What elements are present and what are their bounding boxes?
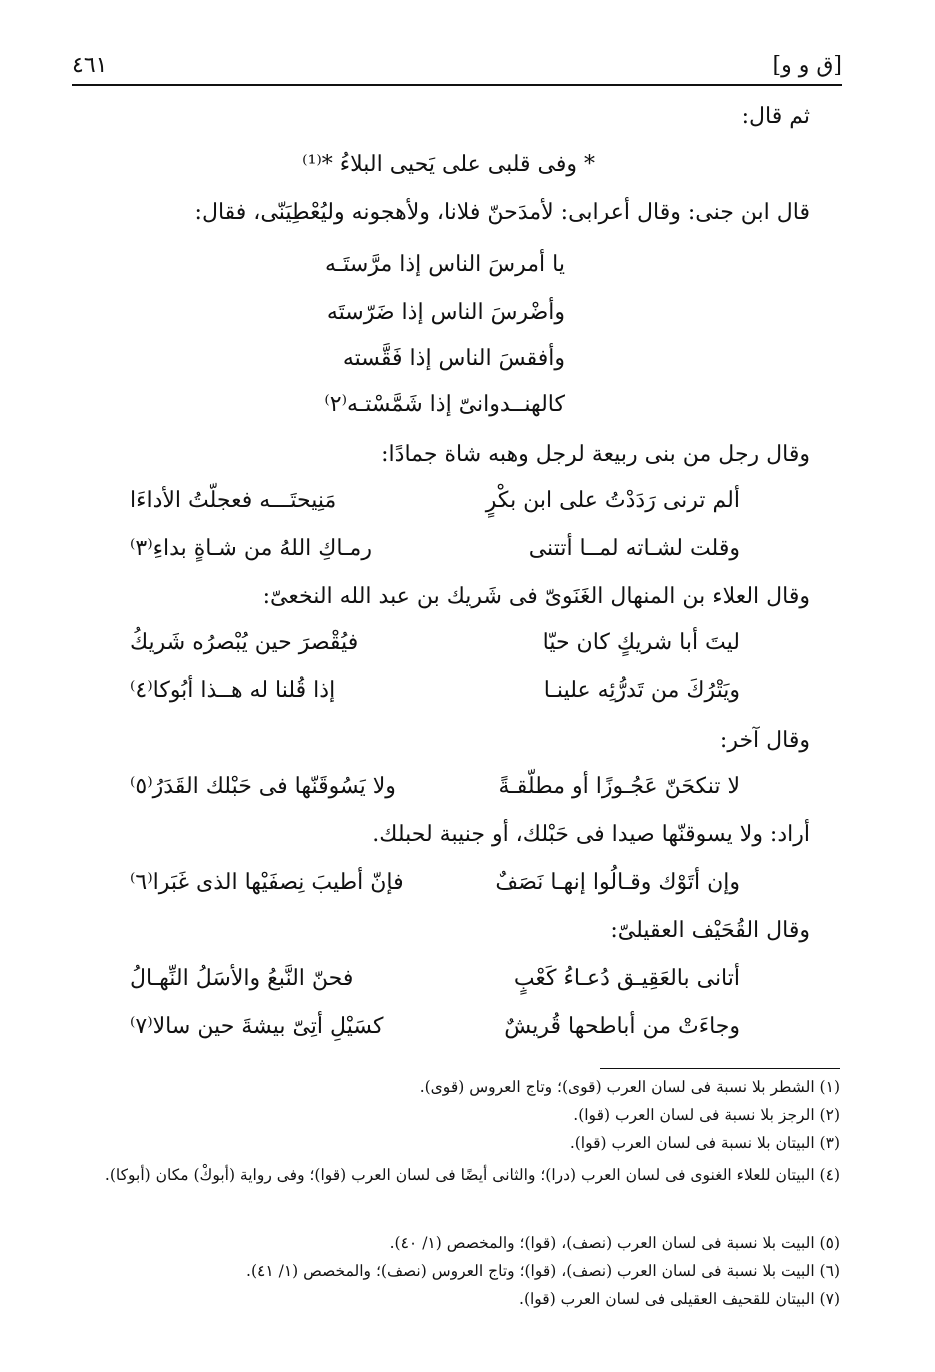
first-hemistich: ألم ترنى رَدَدْتُ على ابن بكْرٍ <box>485 488 740 513</box>
verse-line: * وفى قلبى على يَحيى البلاءُ *⁽¹⁾ <box>302 152 595 177</box>
verse-line: وأفقسَ الناس إذا فَقَّسته <box>342 346 565 371</box>
text-line: وقال آخر: <box>719 728 810 753</box>
footnote: (٥) البيت بلا نسبة فى لسان العرب (نصف)، (قوا)؛ والمخصص (١/ ٤٠). <box>389 1234 840 1252</box>
footnote: (٦) البيت بلا نسبة فى لسان العرب (نصف)، (قوا)؛ وتاج العروس (نصف)؛ والمخصص (١/ ٤١). <box>246 1262 840 1280</box>
text-line: وقال القُحَيْف العقيلىّ: <box>610 918 810 943</box>
verse-line: كالهنــدوانىّ إذا شَمَّسْتـه⁽٢⁾ <box>324 392 565 417</box>
second-hemistich: فإنّ أطيبَ نِصفَيْها الذى غَبَرا⁽٦⁾ <box>130 870 404 895</box>
page-number: ٤٦١ <box>72 52 108 78</box>
footnote: (٤) البيتان للعلاء الغنوى فى لسان العرب (درا)؛ والثانى أيضًا فى لسان العرب (قوا)؛ وفى رواية (أبوكْ) مكان (أبوكا). <box>104 1166 840 1184</box>
verse-couplet <box>130 774 740 812</box>
verse-couplet <box>130 488 740 526</box>
page-header <box>72 48 842 82</box>
verse-couplet <box>130 678 740 716</box>
second-hemistich: فيُقْصرَ حين يُبْصرُه شَريكُ <box>130 630 359 655</box>
footnote: (٧) البيتان للقحيف العقيلى فى لسان العرب (قوا). <box>519 1290 840 1308</box>
second-hemistich: كسَيْلِ أتِىّ بيشةَ حين سالا⁽٧⁾ <box>130 1014 384 1039</box>
verse-line: وأضْرسَ الناس إذا ضَرّستَه <box>326 300 565 325</box>
first-hemistich: وإن أتَوْك وقـالُوا إنهـا نَصَفٌ <box>495 870 740 895</box>
verse-couplet <box>130 630 740 668</box>
text-line: وقال العلاء بن المنهال الغَنَوىّ فى شَريك بن عبد الله النخعىّ: <box>262 584 810 609</box>
second-hemistich: إذا قُلنا له هــذا أبُوكا⁽٤⁾ <box>130 678 336 703</box>
second-hemistich: مَنِيحتَـــه فعجلّتُ الأداءَا <box>130 488 337 513</box>
verse-couplet <box>130 536 740 574</box>
second-hemistich: ولا يَسُوقَنّها فى حَبْلك القَدَرُ⁽٥⁾ <box>130 774 396 799</box>
text-line: وقال رجل من بنى ربيعة لرجل وهبه شاة جمادًا: <box>381 442 810 467</box>
verse-line: يا أمرسَ الناس إذا مرَّستَـه <box>325 252 565 277</box>
verse-couplet <box>130 870 740 908</box>
verse-couplet <box>130 1014 740 1052</box>
first-hemistich: وقلت لشـاته لمــا أتتنى <box>528 536 740 561</box>
section-mark: [ق و و] <box>772 52 842 78</box>
text-line: ثم قال: <box>741 104 810 129</box>
second-hemistich: فحنّ النَّبعُ والأسَلُ النِّهـالُ <box>130 966 354 991</box>
first-hemistich: أتانى بالعَقِيـق دُعـاءُ كَعْبٍ <box>513 966 740 991</box>
text-line: قال ابن جنى: وقال أعرابى: لأمدَحنّ فلانا، ولأهجونه وليُعْطِيَنّى، فقال: <box>194 200 810 225</box>
footnote: (١) الشطر بلا نسبة فى لسان العرب (قوى)؛ وتاج العروس (قوى). <box>419 1078 840 1096</box>
footnote: (٣) البيتان بلا نسبة فى لسان العرب (قوا). <box>569 1134 840 1152</box>
header-rule <box>72 84 842 86</box>
second-hemistich: رمـاكِ اللهُ من شـاةٍ بداءِ⁽٣⁾ <box>130 536 372 561</box>
footnote-rule <box>600 1068 840 1069</box>
first-hemistich: ويَتْرُكَ من تَدرُّئِه علينـا <box>543 678 740 703</box>
first-hemistich: لا تنكحَنّ عَجُـوزًا أو مطلّقـةً <box>498 774 740 799</box>
text-line: أراد: ولا يسوقنّها صيدا فى حَبْلك، أو جنيبة لحبلك. <box>372 822 810 847</box>
footnote: (٢) الرجز بلا نسبة فى لسان العرب (قوا). <box>573 1106 840 1124</box>
first-hemistich: ليتَ أبا شريكٍ كان حيّا <box>542 630 740 655</box>
verse-couplet <box>130 966 740 1004</box>
first-hemistich: وجاءَتْ من أباطحها قُريشٌ <box>504 1014 740 1039</box>
